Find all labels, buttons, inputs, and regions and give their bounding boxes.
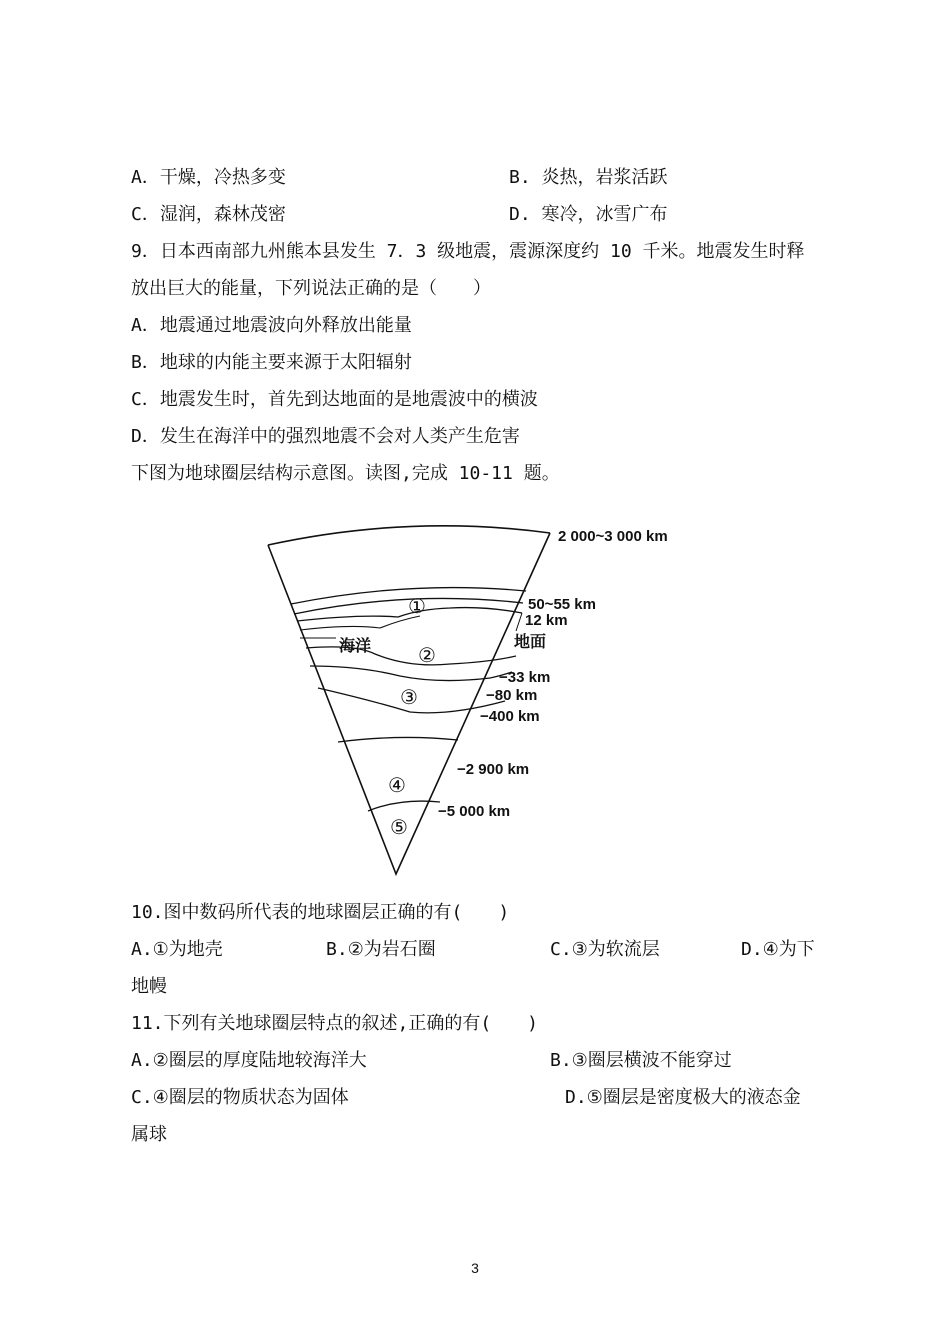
q11-option-a: A.②圈层的厚度陆地较海洋大 bbox=[131, 1050, 367, 1071]
marker-layer-5: ⑤ bbox=[390, 815, 408, 839]
q9-stem-line1: 9．日本西南部九州熊本县发生 7．3 级地震，震源深度约 10 千米。地震发生时释 bbox=[131, 241, 805, 262]
label-12km: 12 km bbox=[525, 612, 568, 629]
q9-stem-line2: 放出巨大的能量，下列说法正确的是（ ） bbox=[131, 278, 491, 299]
marker-layer-3: ③ bbox=[400, 685, 418, 709]
label-2900km: −2 900 km bbox=[457, 761, 530, 778]
marker-layer-4: ④ bbox=[388, 773, 406, 797]
marker-layer-1: ① bbox=[408, 594, 426, 618]
q9-option-b: B．地球的内能主要来源于太阳辐射 bbox=[131, 352, 412, 373]
q9-option-d: D．发生在海洋中的强烈地震不会对人类产生危害 bbox=[131, 426, 520, 447]
q10-option-b: B.②为岩石圈 bbox=[326, 939, 436, 960]
page-number: 3 bbox=[471, 1260, 479, 1276]
label-80km: −80 km bbox=[486, 687, 538, 704]
label-400km: −400 km bbox=[480, 708, 540, 725]
label-ocean: 海洋 bbox=[339, 636, 372, 655]
label-50-55km: 50~55 km bbox=[528, 596, 596, 613]
q9-option-c: C．地震发生时，首先到达地面的是地震波中的横波 bbox=[131, 389, 538, 410]
q10-option-d-continued: 地幔 bbox=[131, 976, 167, 997]
q11-option-b: B.③圈层横波不能穿过 bbox=[550, 1050, 732, 1071]
q11-option-d: D.⑤圈层是密度极大的液态金 bbox=[565, 1087, 801, 1108]
q10-option-c: C.③为软流层 bbox=[550, 939, 660, 960]
label-5000km: −5 000 km bbox=[438, 803, 511, 820]
diagram-intro: 下图为地球圈层结构示意图。读图,完成 10-11 题。 bbox=[131, 463, 560, 484]
q11-stem: 11.下列有关地球圈层特点的叙述,正确的有( ) bbox=[131, 1013, 539, 1034]
marker-layer-2: ② bbox=[418, 643, 436, 667]
q11-option-d-continued: 属球 bbox=[131, 1124, 167, 1145]
q8-option-b: B. 炎热，岩浆活跃 bbox=[509, 167, 668, 188]
q11-option-c: C.④圈层的物质状态为固体 bbox=[131, 1087, 349, 1108]
q9-option-a: A．地震通过地震波向外释放出能量 bbox=[131, 315, 412, 336]
earth-layers-diagram bbox=[260, 516, 720, 886]
label-ground: 地面 bbox=[514, 632, 547, 651]
q8-option-c: C．湿润，森林茂密 bbox=[131, 204, 286, 225]
q8-option-d: D. 寒冷，冰雪广布 bbox=[509, 204, 668, 225]
q10-option-a: A.①为地壳 bbox=[131, 939, 223, 960]
q10-stem: 10.图中数码所代表的地球圈层正确的有( ) bbox=[131, 902, 510, 923]
q8-option-a: A．干燥，冷热多变 bbox=[131, 167, 286, 188]
q10-option-d: D.④为下 bbox=[741, 939, 815, 960]
label-atmosphere-top: 2 000~3 000 km bbox=[558, 528, 668, 545]
label-33km: −33 km bbox=[499, 669, 551, 686]
